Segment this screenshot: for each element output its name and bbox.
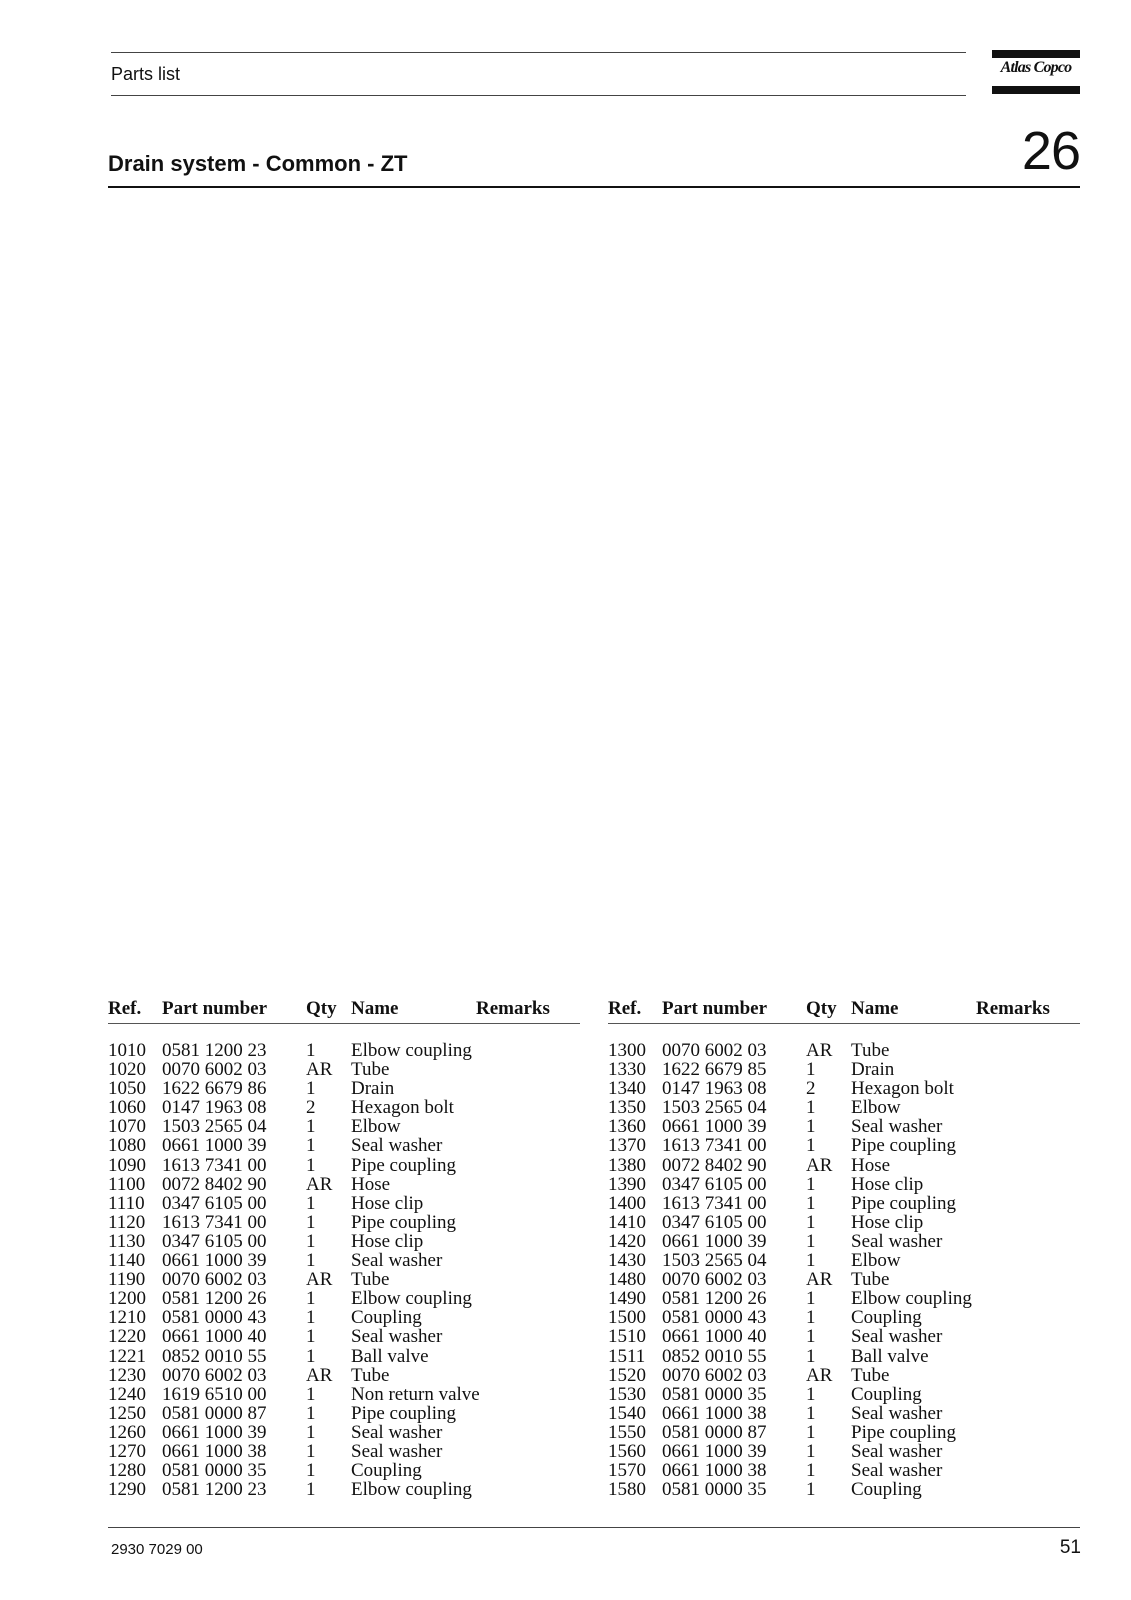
table-row [608,1404,1080,1423]
cell-name: Hose clip [851,1173,924,1195]
table-row [608,1194,1080,1213]
table-row [608,1308,1080,1327]
table-row [608,1079,1080,1098]
cell-qty: 1 [306,1326,316,1348]
cell-qty: 1 [306,1479,316,1501]
cell-qty: 1 [306,1383,316,1405]
table-row [108,1423,580,1442]
table-row [608,1270,1080,1289]
cell-part-number: 0581 1200 26 [162,1288,267,1310]
cell-ref: 1350 [608,1097,646,1119]
cell-ref: 1430 [608,1250,646,1272]
cell-name: Ball valve [351,1345,429,1367]
cell-part-number: 0581 0000 87 [162,1402,267,1424]
cell-name: Elbow [351,1116,401,1138]
cell-ref: 1080 [108,1135,146,1157]
table-row [108,1079,580,1098]
cell-ref: 1560 [608,1440,646,1462]
logo-bottom-bar [992,86,1080,94]
cell-name: Seal washer [351,1250,443,1272]
cell-part-number: 0661 1000 39 [162,1135,267,1157]
cell-qty: 1 [806,1479,816,1501]
cell-ref: 1360 [608,1116,646,1138]
cell-part-number: 0661 1000 38 [662,1460,767,1482]
cell-part-number: 0852 0010 55 [162,1345,267,1367]
cell-name: Hose [851,1154,891,1176]
cell-name: Elbow coupling [851,1288,972,1310]
table-row [608,1175,1080,1194]
cell-ref: 1340 [608,1078,646,1100]
table-row [608,1060,1080,1079]
cell-part-number: 0581 0000 35 [662,1479,767,1501]
table-row [108,1156,580,1175]
cell-part-number: 0070 6002 03 [662,1269,767,1291]
cell-part-number: 0347 6105 00 [162,1192,267,1214]
cell-part-number: 0070 6002 03 [162,1059,267,1081]
cell-qty: 1 [306,1078,316,1100]
cell-ref: 1070 [108,1116,146,1138]
cell-name: Hose [351,1173,391,1195]
cell-part-number: 0581 0000 43 [662,1307,767,1329]
cell-name: Seal washer [351,1440,443,1462]
table-row [108,1327,580,1346]
cell-ref: 1490 [608,1288,646,1310]
header-part-number: Part number [662,998,768,1019]
table-row [108,1347,580,1366]
cell-qty: 1 [806,1192,816,1214]
cell-part-number: 0070 6002 03 [662,1040,767,1061]
table-row [108,1232,580,1251]
cell-name: Seal washer [351,1421,443,1443]
cell-ref: 1230 [108,1364,146,1386]
cell-ref: 1250 [108,1402,146,1424]
cell-qty: 1 [306,1288,316,1310]
cell-name: Non return valve [351,1383,480,1405]
parts-table-left [108,998,580,1499]
table-header [108,998,580,1024]
cell-name: Elbow [851,1097,901,1119]
cell-qty: 1 [806,1421,816,1443]
cell-qty: 1 [806,1116,816,1138]
table-row [108,1098,580,1117]
cell-qty: 1 [806,1383,816,1405]
footer-rule [108,1527,1080,1528]
cell-qty: 1 [306,1211,316,1233]
cell-part-number: 0347 6105 00 [662,1211,767,1233]
table-row [608,1423,1080,1442]
cell-qty: 1 [806,1307,816,1329]
cell-name: Hose clip [351,1192,424,1214]
page-title: Drain system - Common - ZT [108,151,408,176]
cell-ref: 1210 [108,1307,146,1329]
cell-name: Seal washer [351,1135,443,1157]
cell-name: Seal washer [851,1230,943,1252]
header-ref: Ref. [608,998,642,1019]
cell-name: Coupling [351,1460,422,1482]
cell-name: Hose clip [851,1211,924,1233]
cell-ref: 1221 [108,1345,146,1367]
cell-ref: 1550 [608,1421,646,1443]
table-row [108,1136,580,1155]
cell-qty: 1 [806,1460,816,1482]
cell-ref: 1520 [608,1364,646,1386]
cell-qty: 1 [306,1192,316,1214]
cell-qty: AR [306,1269,333,1291]
cell-part-number: 0661 1000 38 [162,1440,267,1462]
cell-qty: AR [306,1059,333,1081]
table-row [108,1404,580,1423]
cell-ref: 1330 [608,1059,646,1081]
cell-qty: 1 [806,1440,816,1462]
cell-name: Seal washer [851,1326,943,1348]
cell-qty: 1 [306,1230,316,1252]
cell-ref: 1140 [108,1250,146,1272]
cell-part-number: 0661 1000 39 [662,1230,767,1252]
cell-name: Hexagon bolt [351,1097,454,1119]
cell-ref: 1090 [108,1154,146,1176]
cell-qty: 1 [806,1173,816,1195]
atlas-copco-logo [992,50,1080,94]
header-qty: Qty [306,998,337,1019]
cell-name: Seal washer [851,1440,943,1462]
cell-ref: 1400 [608,1192,646,1214]
table-row [608,1041,1080,1060]
cell-ref: 1200 [108,1288,146,1310]
table-row [108,1480,580,1499]
cell-ref: 1270 [108,1440,146,1462]
page-number: 51 [1059,1537,1081,1558]
cell-ref: 1220 [108,1326,146,1348]
cell-ref: 1300 [608,1040,646,1061]
cell-name: Elbow coupling [351,1288,472,1310]
cell-part-number: 0581 1200 23 [162,1040,267,1061]
cell-part-number: 0581 0000 35 [162,1460,267,1482]
table-row [608,1347,1080,1366]
cell-ref: 1370 [608,1135,646,1157]
cell-name: Seal washer [351,1326,443,1348]
cell-ref: 1390 [608,1173,646,1195]
cell-part-number: 0661 1000 39 [662,1440,767,1462]
cell-qty: 1 [306,1421,316,1443]
cell-part-number: 1613 7341 00 [662,1192,767,1214]
cell-ref: 1100 [108,1173,146,1195]
cell-name: Elbow coupling [351,1040,472,1061]
cell-part-number: 0581 0000 43 [162,1307,267,1329]
table-header [608,998,1080,1024]
cell-name: Coupling [851,1307,922,1329]
cell-part-number: 0347 6105 00 [162,1230,267,1252]
cell-qty: 1 [806,1230,816,1252]
cell-part-number: 1503 2565 04 [162,1116,267,1138]
cell-part-number: 0581 0000 87 [662,1421,767,1443]
table-row [608,1480,1080,1499]
cell-qty: 1 [306,1154,316,1176]
cell-part-number: 1619 6510 00 [162,1383,267,1405]
table-row [108,1385,580,1404]
cell-qty: 1 [306,1402,316,1424]
table-row [108,1366,580,1385]
table-row [608,1251,1080,1270]
cell-name: Hexagon bolt [851,1078,954,1100]
cell-ref: 1480 [608,1269,646,1291]
cell-part-number: 0070 6002 03 [162,1364,267,1386]
cell-qty: 1 [806,1211,816,1233]
header-part-number: Part number [162,998,268,1019]
header-name: Name [851,998,899,1019]
cell-part-number: 0581 1200 23 [162,1479,267,1501]
cell-name: Hose clip [351,1230,424,1252]
cell-name: Drain [351,1078,395,1100]
cell-name: Pipe coupling [851,1192,957,1214]
cell-ref: 1530 [608,1383,646,1405]
cell-qty: 1 [306,1345,316,1367]
cell-qty: 1 [806,1135,816,1157]
cell-ref: 1500 [608,1307,646,1329]
cell-qty: 2 [806,1078,816,1100]
cell-part-number: 1622 6679 86 [162,1078,267,1100]
section-number: 26 [1021,121,1080,181]
cell-ref: 1240 [108,1383,146,1405]
cell-name: Ball valve [851,1345,929,1367]
cell-name: Elbow coupling [351,1479,472,1501]
table-row [608,1117,1080,1136]
header-bottom-rule [111,95,966,96]
cell-part-number: 0070 6002 03 [662,1364,767,1386]
cell-qty: 1 [806,1097,816,1119]
cell-ref: 1010 [108,1040,146,1061]
header-ref: Ref. [108,998,142,1019]
cell-name: Pipe coupling [351,1402,457,1424]
cell-name: Tube [351,1364,390,1386]
cell-qty: 1 [306,1440,316,1462]
cell-part-number: 0581 0000 35 [662,1383,767,1405]
logo-top-bar [992,50,1080,58]
table-row [608,1098,1080,1117]
cell-qty: 2 [306,1097,316,1119]
cell-name: Coupling [851,1383,922,1405]
cell-part-number: 0070 6002 03 [162,1269,267,1291]
title-rule [108,186,1080,188]
cell-part-number: 1613 7341 00 [662,1135,767,1157]
cell-part-number: 1503 2565 04 [662,1097,767,1119]
document-number: 2930 7029 00 [111,1541,203,1558]
cell-part-number: 1622 6679 85 [662,1059,767,1081]
table-row [608,1156,1080,1175]
cell-qty: AR [806,1364,833,1386]
cell-ref: 1290 [108,1479,146,1501]
header-top-rule [111,52,966,53]
cell-qty: 1 [306,1116,316,1138]
table-row [108,1461,580,1480]
cell-qty: 1 [806,1345,816,1367]
cell-name: Tube [851,1269,890,1291]
cell-ref: 1130 [108,1230,146,1252]
cell-ref: 1511 [608,1345,646,1367]
cell-qty: 1 [306,1250,316,1272]
cell-part-number: 0072 8402 90 [662,1154,767,1176]
parts-table-right [608,998,1080,1499]
table-row [108,1175,580,1194]
header-label: Parts list [111,64,181,84]
cell-qty: 1 [806,1326,816,1348]
cell-part-number: 0661 1000 40 [162,1326,267,1348]
cell-qty: 1 [806,1250,816,1272]
cell-ref: 1510 [608,1326,646,1348]
cell-part-number: 1503 2565 04 [662,1250,767,1272]
cell-name: Tube [851,1040,890,1061]
cell-name: Seal washer [851,1402,943,1424]
cell-ref: 1190 [108,1269,146,1291]
cell-ref: 1420 [608,1230,646,1252]
cell-qty: AR [806,1269,833,1291]
table-row [608,1213,1080,1232]
table-row [108,1251,580,1270]
cell-part-number: 0581 1200 26 [662,1288,767,1310]
cell-qty: AR [806,1040,833,1061]
header-remarks: Remarks [976,998,1050,1019]
cell-qty: 1 [306,1040,316,1061]
cell-part-number: 0661 1000 38 [662,1402,767,1424]
cell-ref: 1380 [608,1154,646,1176]
cell-name: Pipe coupling [351,1154,457,1176]
cell-name: Coupling [851,1479,922,1501]
header-remarks: Remarks [476,998,550,1019]
cell-ref: 1060 [108,1097,146,1119]
cell-part-number: 0147 1963 08 [662,1078,767,1100]
cell-part-number: 0661 1000 39 [162,1421,267,1443]
cell-name: Seal washer [851,1460,943,1482]
cell-name: Coupling [351,1307,422,1329]
cell-part-number: 0347 6105 00 [662,1173,767,1195]
header-name: Name [351,998,399,1019]
table-row [108,1442,580,1461]
cell-qty: 1 [806,1402,816,1424]
table-row [108,1060,580,1079]
cell-ref: 1110 [108,1192,145,1214]
cell-qty: 1 [306,1307,316,1329]
cell-part-number: 0147 1963 08 [162,1097,267,1119]
cell-qty: AR [306,1364,333,1386]
cell-name: Tube [351,1269,390,1291]
cell-name: Pipe coupling [851,1421,957,1443]
cell-qty: 1 [306,1135,316,1157]
table-row [608,1442,1080,1461]
cell-qty: 1 [306,1460,316,1482]
cell-name: Pipe coupling [351,1211,457,1233]
table-row [608,1366,1080,1385]
cell-qty: 1 [806,1059,816,1081]
header-qty: Qty [806,998,837,1019]
table-body [108,1041,580,1499]
cell-qty: 1 [806,1288,816,1310]
table-row [608,1232,1080,1251]
table-row [108,1213,580,1232]
cell-ref: 1120 [108,1211,146,1233]
table-row [108,1270,580,1289]
cell-ref: 1410 [608,1211,646,1233]
table-row [608,1461,1080,1480]
logo-wordmark: Atlas Copco [1000,59,1072,76]
table-row [108,1308,580,1327]
cell-name: Seal washer [851,1116,943,1138]
cell-ref: 1020 [108,1059,146,1081]
cell-part-number: 0661 1000 39 [662,1116,767,1138]
cell-name: Drain [851,1059,895,1081]
table-row [608,1385,1080,1404]
cell-ref: 1540 [608,1402,646,1424]
cell-name: Elbow [851,1250,901,1272]
table-row [108,1194,580,1213]
cell-part-number: 0661 1000 40 [662,1326,767,1348]
cell-name: Pipe coupling [851,1135,957,1157]
table-row [608,1136,1080,1155]
cell-ref: 1050 [108,1078,146,1100]
cell-name: Tube [851,1364,890,1386]
cell-part-number: 1613 7341 00 [162,1211,267,1233]
cell-qty: AR [306,1173,333,1195]
cell-part-number: 0072 8402 90 [162,1173,267,1195]
table-row [608,1327,1080,1346]
cell-part-number: 1613 7341 00 [162,1154,267,1176]
table-row [108,1041,580,1060]
cell-ref: 1280 [108,1460,146,1482]
table-row [108,1117,580,1136]
cell-ref: 1260 [108,1421,146,1443]
cell-ref: 1570 [608,1460,646,1482]
cell-name: Tube [351,1059,390,1081]
cell-part-number: 0852 0010 55 [662,1345,767,1367]
cell-part-number: 0661 1000 39 [162,1250,267,1272]
cell-qty: AR [806,1154,833,1176]
cell-ref: 1580 [608,1479,646,1501]
table-row [108,1289,580,1308]
table-row [608,1289,1080,1308]
table-body [608,1041,1080,1499]
